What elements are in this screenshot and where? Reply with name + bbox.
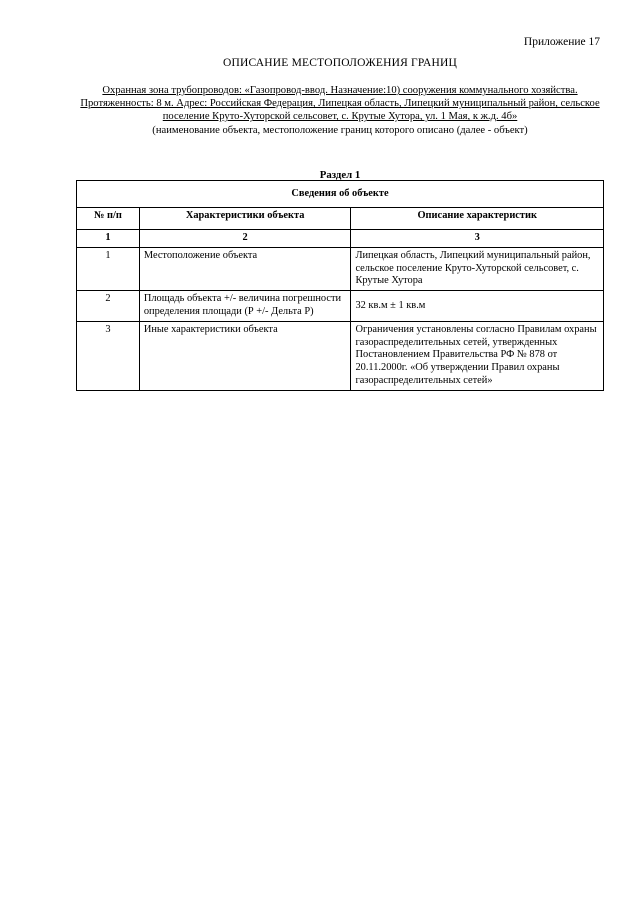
row-number: 1	[77, 247, 140, 290]
row-number: 3	[77, 321, 140, 390]
row-number: 2	[77, 291, 140, 322]
row-description: 32 кв.м ± 1 кв.м	[351, 291, 604, 322]
column-number: 3	[351, 230, 604, 248]
column-header-row	[77, 208, 604, 230]
row-description: Ограничения установлены согласно Правилам охраны газораспределительных сетей, утвержденных Постановлением Правительства РФ № 878 от 20.11.2000г. «Об утверждении Правил охраны газораспределительных сетей»	[351, 321, 604, 390]
column-number: 2	[139, 230, 351, 248]
table-row	[77, 321, 604, 390]
section-title: Раздел 1	[319, 169, 361, 181]
row-characteristic: Местоположение объекта	[139, 247, 351, 290]
document-title: ОПИСАНИЕ МЕСТОПОЛОЖЕНИЯ ГРАНИЦ	[222, 57, 458, 69]
object-caption: (наименование объекта, местоположение границ которого описано (далее - объект)	[152, 124, 528, 136]
object-info-table	[76, 180, 604, 391]
appendix-label: Приложение 17	[523, 36, 600, 48]
column-header-description: Описание характеристик	[351, 208, 604, 230]
row-characteristic: Иные характеристики объекта	[139, 321, 351, 390]
column-number-row	[77, 230, 604, 248]
row-characteristic: Площадь объекта +/- величина погрешности определения площади (Р +/- Дельта Р)	[139, 291, 351, 322]
object-description	[76, 84, 604, 137]
table-heading: Сведения об объекте	[77, 181, 604, 208]
table-heading-row	[77, 181, 604, 208]
object-name: Охранная зона трубопроводов: «Газопровод-ввод. Назначение:10) сооружения коммунального хозяйства. Протяженность: 8 м. Адрес: Российская Федерация, Липецкая область, Липецкий муниципальный район, сельское поселение Круто-Хуторской сельсовет, с. Крутые Хутора, ул. 1 Мая, к ж.д. 4б»	[80, 85, 600, 123]
table-row	[77, 247, 604, 290]
row-description: Липецкая область, Липецкий муниципальный район, сельское поселение Круто-Хуторской сельсовет, с. Крутые Хутора	[351, 247, 604, 290]
table-row	[77, 291, 604, 322]
column-number: 1	[77, 230, 140, 248]
column-header-num: № п/п	[77, 208, 140, 230]
column-header-characteristic: Характеристики объекта	[139, 208, 351, 230]
